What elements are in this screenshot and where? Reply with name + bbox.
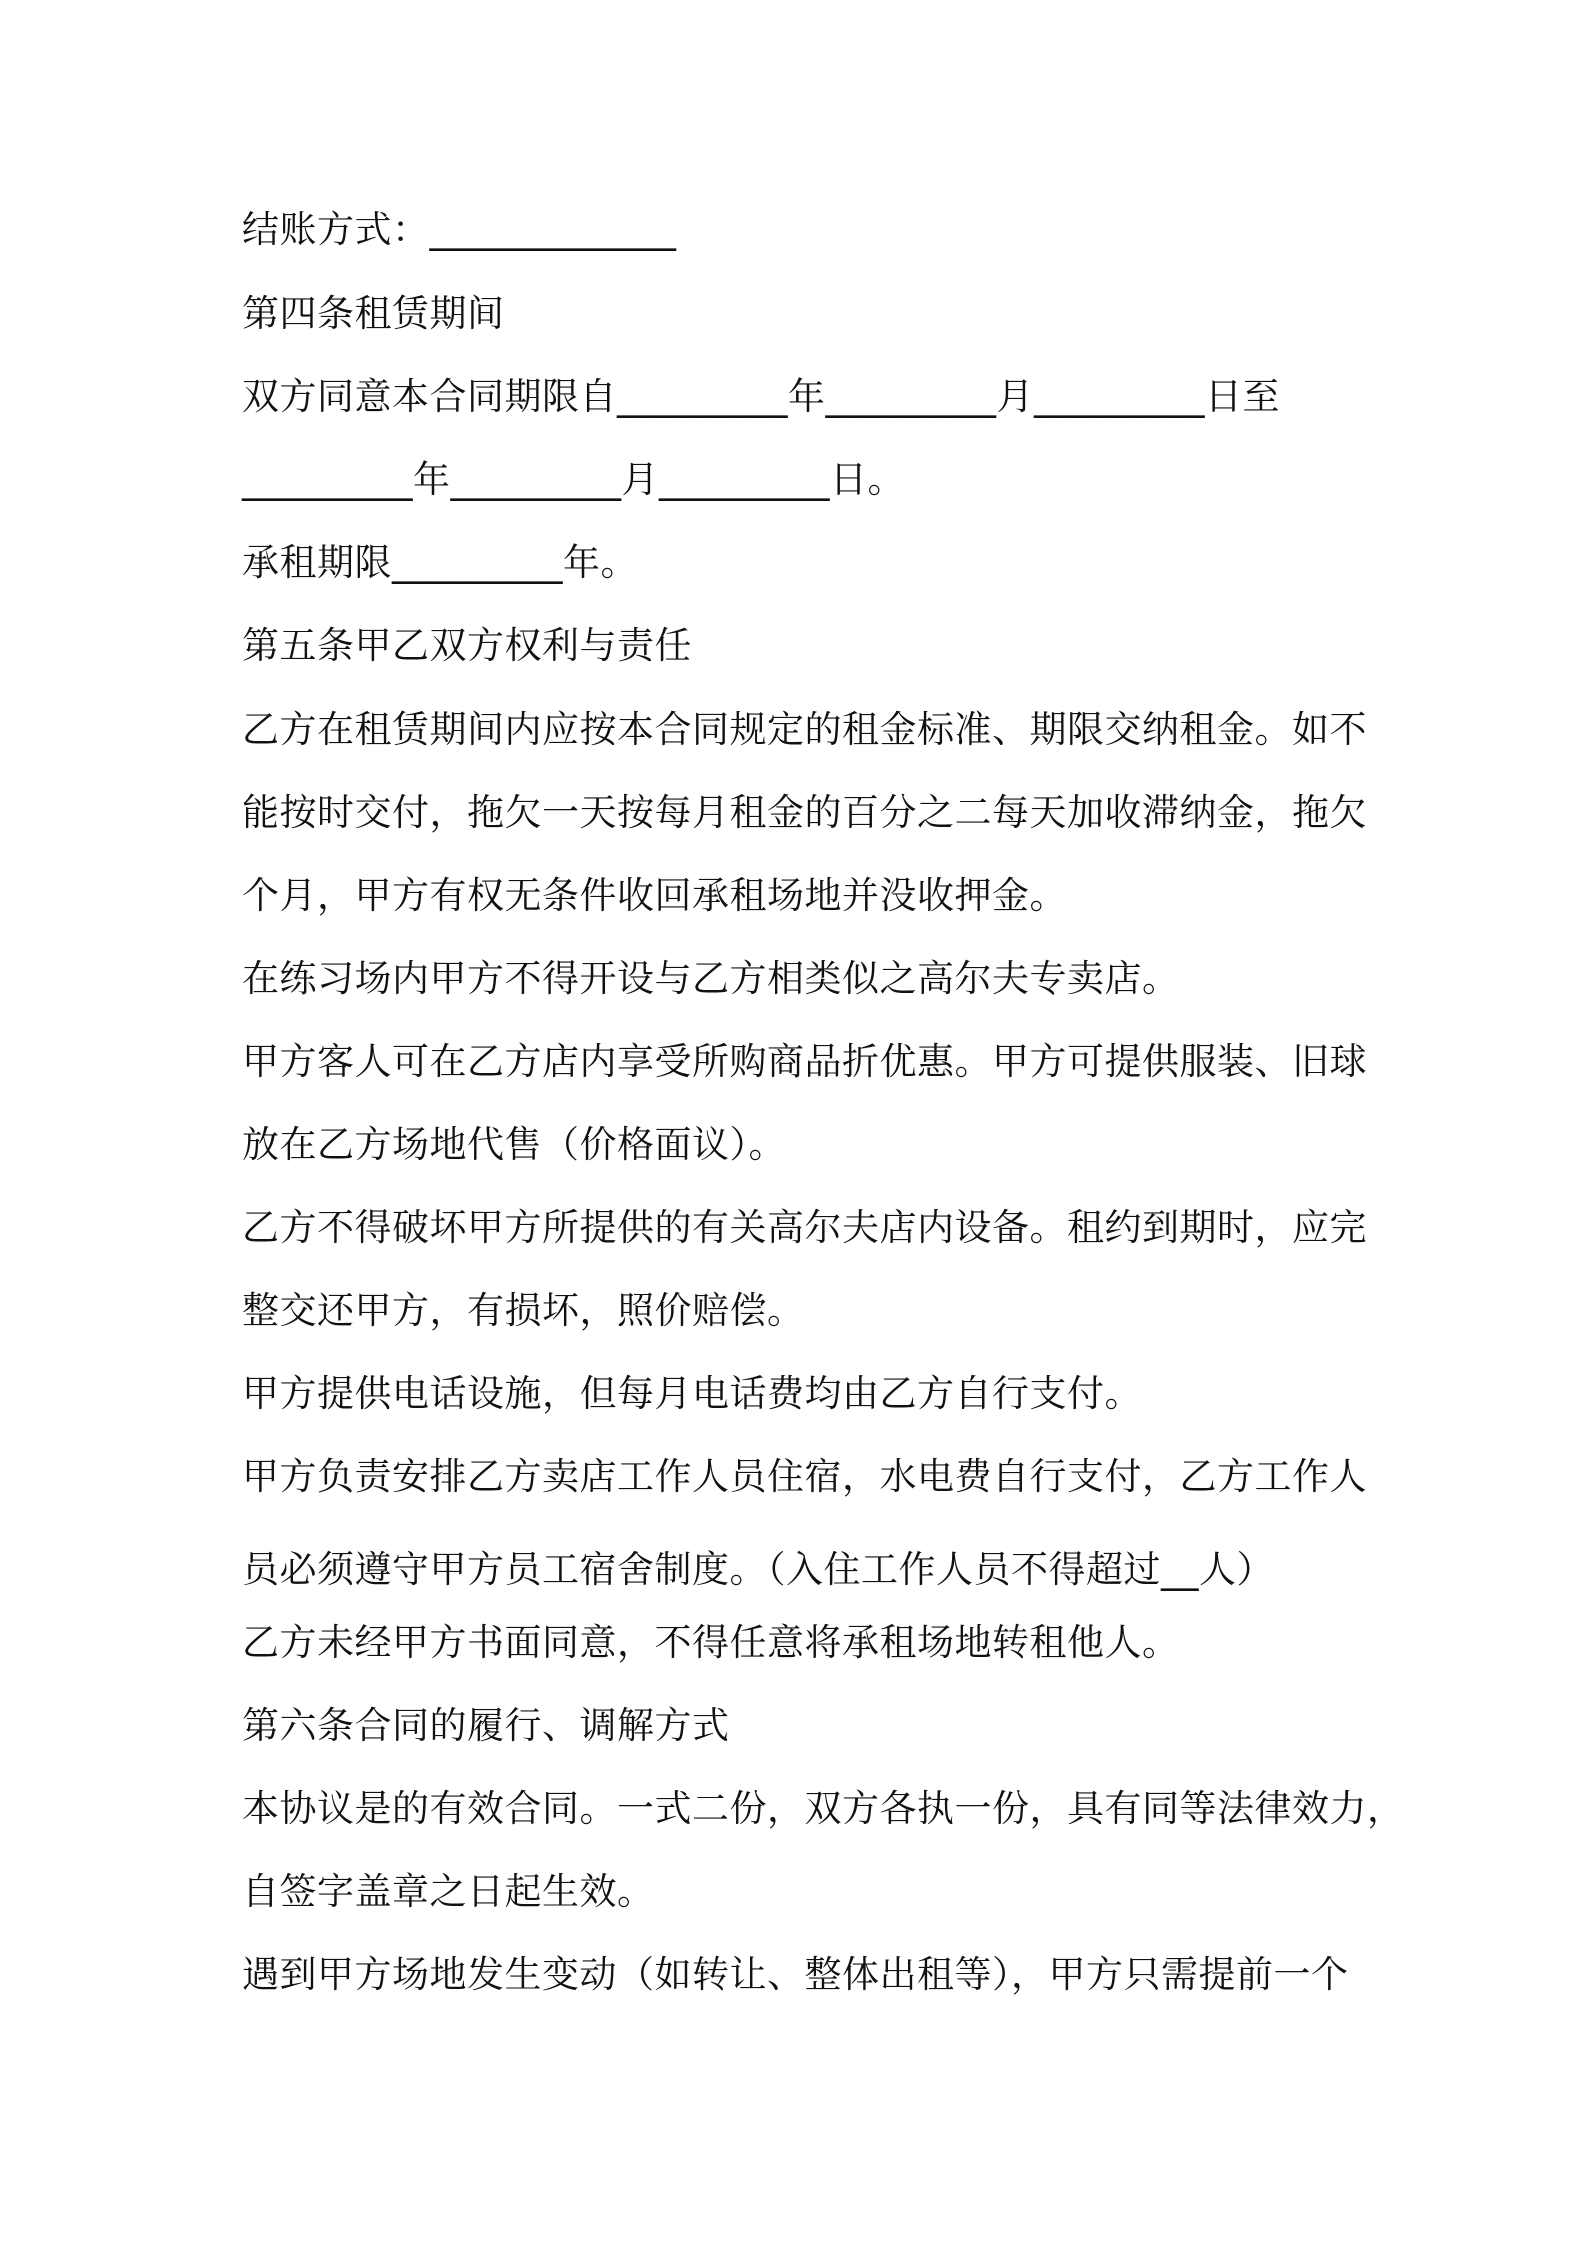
paragraph-line: 员必须遵守甲方员工宿舍制度。（入住工作人员不得超过__人） bbox=[242, 1548, 1274, 1591]
lease-term-line-1: 双方同意本合同期限自_________年_________月_________日至 bbox=[242, 375, 1280, 418]
article-4-heading: 第四条租赁期间 bbox=[242, 292, 505, 335]
paragraph-line: 能按时交付，拖欠一天按每月租金的百分之二每天加收滞纳金，拖欠 bbox=[242, 791, 1367, 834]
article-5-heading: 第五条甲乙双方权利与责任 bbox=[242, 624, 692, 667]
lease-term-line-2: _________年_________月_________日。 bbox=[242, 458, 905, 501]
payment-method-line: 结账方式：_____________ bbox=[242, 208, 677, 251]
paragraph-line: 整交还甲方，有损坏，照价赔偿。 bbox=[242, 1289, 805, 1332]
paragraph-line: 遇到甲方场地发生变动（如转让、整体出租等），甲方只需提前一个 bbox=[242, 1953, 1349, 1996]
paragraph-line: 自签字盖章之日起生效。 bbox=[242, 1870, 655, 1913]
paragraph-line: 本协议是的有效合同。一式二份，双方各执一份，具有同等法律效力， bbox=[242, 1787, 1405, 1830]
paragraph-line: 在练习场内甲方不得开设与乙方相类似之高尔夫专卖店。 bbox=[242, 957, 1180, 1000]
paragraph-line: 甲方客人可在乙方店内享受所购商品折优惠。甲方可提供服装、旧球 bbox=[242, 1040, 1367, 1083]
lease-duration-line: 承租期限_________年。 bbox=[242, 541, 638, 584]
paragraph-line: 乙方未经甲方书面同意，不得任意将承租场地转租他人。 bbox=[242, 1621, 1180, 1664]
paragraph-line: 放在乙方场地代售（价格面议）。 bbox=[242, 1123, 786, 1166]
paragraph-line: 乙方在租赁期间内应按本合同规定的租金标准、期限交纳租金。如不 bbox=[242, 708, 1367, 751]
paragraph-line: 甲方提供电话设施，但每月电话费均由乙方自行支付。 bbox=[242, 1372, 1142, 1415]
paragraph-line: 个月，甲方有权无条件收回承租场地并没收押金。 bbox=[242, 874, 1067, 917]
paragraph-line: 甲方负责安排乙方卖店工作人员住宿，水电费自行支付，乙方工作人 bbox=[242, 1455, 1367, 1498]
paragraph-line: 乙方不得破坏甲方所提供的有关高尔夫店内设备。租约到期时，应完 bbox=[242, 1206, 1367, 1249]
article-6-heading: 第六条合同的履行、调解方式 bbox=[242, 1704, 730, 1747]
